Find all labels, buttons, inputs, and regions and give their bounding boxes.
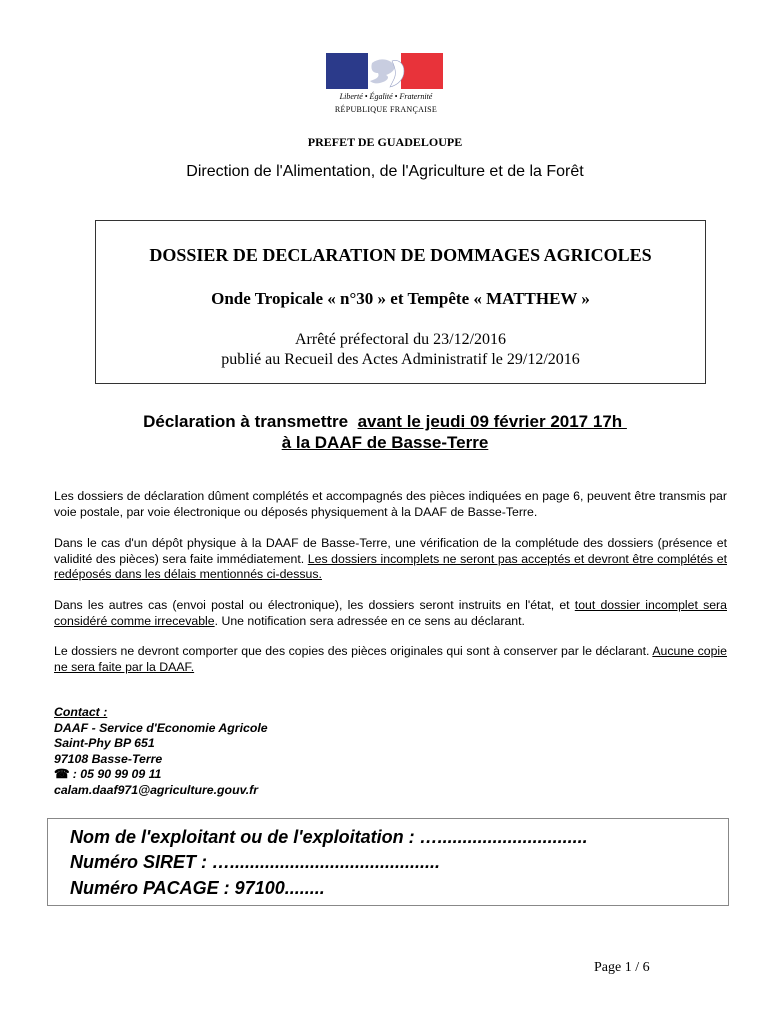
arrete-date: Arrêté préfectoral du 23/12/2016 bbox=[294, 331, 507, 348]
tricolor-flag-icon bbox=[326, 53, 443, 89]
pacage-field[interactable]: Numéro PACAGE : 97100........ bbox=[70, 878, 325, 898]
paragraph-text: Dans le cas d'un dépôt physique à la DAAF de Basse-Terre, une vérification de la complétude des dossiers (présence et validité des pièces) sera faite immédiatement. bbox=[54, 536, 727, 566]
contact-phone-number: : 05 90 99 09 11 bbox=[69, 767, 162, 782]
phone-icon: ☎ bbox=[54, 767, 70, 782]
contact-service: DAAF - Service d'Economie Agricole bbox=[54, 720, 268, 735]
siret-field[interactable]: Numéro SIRET : ….......................................... bbox=[70, 852, 441, 872]
contact-email[interactable]: calam.daaf971@agriculture.gouv.fr bbox=[54, 782, 259, 797]
document-title: DOSSIER DE DECLARATION DE DOMMAGES AGRICOLES bbox=[149, 245, 652, 265]
paragraph-transmission bbox=[54, 489, 727, 520]
paragraph-underlined: Les dossiers incomplets ne seront pas acceptés et devront être complétés et redéposés dans les délais mentionnés ci-dessus. bbox=[54, 551, 727, 581]
contact-block bbox=[54, 705, 268, 799]
declaration-lead: Déclaration à transmettre bbox=[143, 412, 358, 431]
contact-phone bbox=[54, 767, 268, 783]
title-box bbox=[95, 220, 706, 384]
paragraph-physical-deposit bbox=[54, 536, 727, 583]
paragraph-text: Le dossiers ne devront comporter que des copies des pièces originales qui sont à conserver par le déclarant. bbox=[54, 644, 653, 658]
direction-heading: Direction de l'Alimentation, de l'Agriculture et de la Forêt bbox=[186, 163, 584, 180]
republic-name: RÉPUBLIQUE FRANÇAISE bbox=[334, 105, 438, 114]
paragraph-underlined: Aucune copie ne sera faite par la DAAF. bbox=[54, 644, 727, 674]
paragraph-text: Dans les autres cas (envoi postal ou électronique), les dossiers seront instruits en l'état, et bbox=[54, 598, 575, 612]
declaration-deadline: avant le jeudi 09 février 2017 17h bbox=[357, 412, 627, 431]
page-number: Page 1 / 6 bbox=[594, 960, 650, 975]
identification-box bbox=[47, 818, 729, 906]
declaration-place: à la DAAF de Basse-Terre bbox=[281, 433, 489, 452]
republic-motto: Liberté • Égalité • Fraternité bbox=[339, 92, 433, 101]
exploitant-name-field[interactable]: Nom de l'exploitant ou de l'exploitation : ….............................. bbox=[70, 827, 588, 847]
paragraph-underlined: tout dossier incomplet sera considéré comme irrecevable bbox=[54, 598, 727, 628]
paragraph-text: . Une notification sera adressée en ce sens au déclarant. bbox=[214, 613, 525, 628]
paragraph-text: Les dossiers de déclaration dûment complétés et accompagnés des pièces indiquées en page 6, peuvent être transmis par voie postale, par voie électronique ou déposés physiquement à la DAAF de Basse-Terre. bbox=[54, 489, 727, 519]
paragraph-other-cases bbox=[54, 598, 727, 629]
prefet-heading: PREFET DE GUADELOUPE bbox=[307, 135, 463, 149]
declaration-notice bbox=[0, 411, 770, 453]
publication-date: publié au Recueil des Actes Administratif le 29/12/2016 bbox=[221, 351, 580, 368]
document-subtitle: Onde Tropicale « n°30 » et Tempête « MATTHEW » bbox=[211, 289, 590, 308]
contact-address-line2: 97108 Basse-Terre bbox=[54, 751, 163, 766]
contact-label: Contact : bbox=[54, 705, 108, 719]
contact-address-line1: Saint-Phy BP 651 bbox=[54, 736, 155, 751]
paragraph-copies bbox=[54, 644, 727, 675]
marianne-logo bbox=[326, 53, 446, 119]
